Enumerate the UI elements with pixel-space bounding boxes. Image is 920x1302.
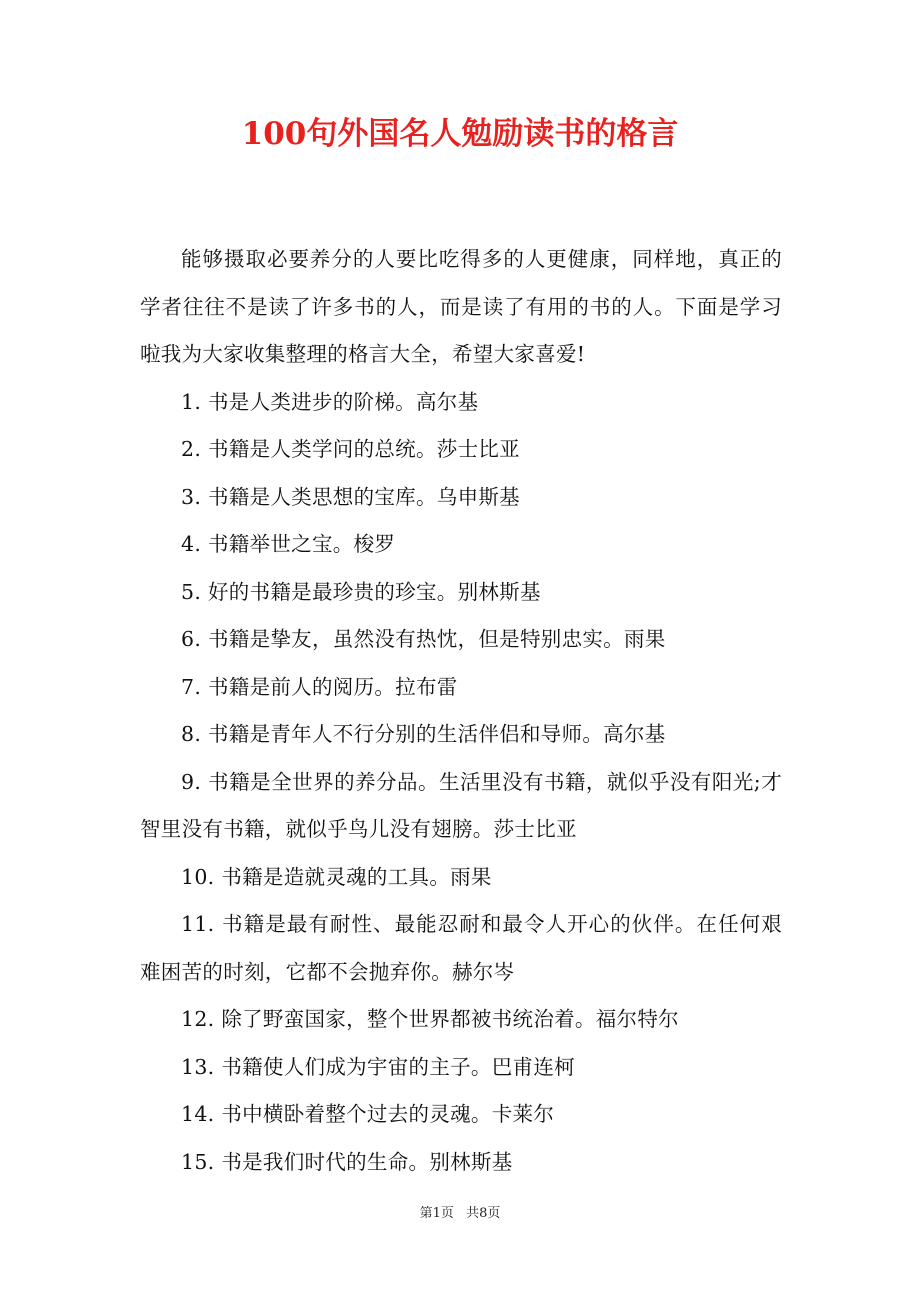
quote-6: 6. 书籍是挚友，虽然没有热忱，但是特别忠实。雨果 [181,627,666,651]
intro-paragraph: 能够摄取必要养分的人要比吃得多的人更健康，同样地，真正的学者往往不是读了许多书的人，而是读了有用的书的人。下面是学习啦我为大家收集整理的格言大全，希望大家喜爱! [140,247,782,366]
quote-11: 11. 书籍是最有耐性、最能忍耐和最令人开心的伙伴。在任何艰难困苦的时刻，它都不会抛弃你。赫尔岑 [140,912,782,984]
page-footer [0,1204,920,1224]
quote-8: 8. 书籍是青年人不行分别的生活伴侣和导师。高尔基 [181,722,666,746]
document-title: 100句外国名人勉励读书的格言 [241,116,679,152]
quote-14: 14. 书中横卧着整个过去的灵魂。卡莱尔 [181,1102,555,1126]
quote-9: 9. 书籍是全世界的养分品。生活里没有书籍，就似乎没有阳光;才智里没有书籍，就似乎鸟儿没有翅膀。莎士比亚 [140,769,782,841]
quote-15: 15. 书是我们时代的生命。别林斯基 [181,1149,513,1174]
quote-3: 3. 书籍是人类思想的宝库。乌申斯基 [181,484,520,509]
quote-12: 12. 除了野蛮国家，整个世界都被书统治着。福尔特尔 [181,1007,679,1031]
quote-10: 10. 书籍是造就灵魂的工具。雨果 [181,864,492,889]
quote-7: 7. 书籍是前人的阅历。拉布雷 [181,674,458,699]
document-body [140,236,782,1186]
page-number-current: 第1页 [419,1206,454,1221]
quote-5: 5. 好的书籍是最珍贵的珍宝。别林斯基 [181,579,541,604]
quote-4: 4. 书籍举世之宝。梭罗 [181,532,396,556]
quote-13: 13. 书籍使人们成为宇宙的主子。巴甫连柯 [181,1054,575,1079]
quote-1: 1. 书是人类进步的阶梯。高尔基 [181,389,479,414]
page-number-total: 共8页 [466,1206,501,1221]
quote-2: 2. 书籍是人类学问的总统。莎士比亚 [181,437,520,461]
